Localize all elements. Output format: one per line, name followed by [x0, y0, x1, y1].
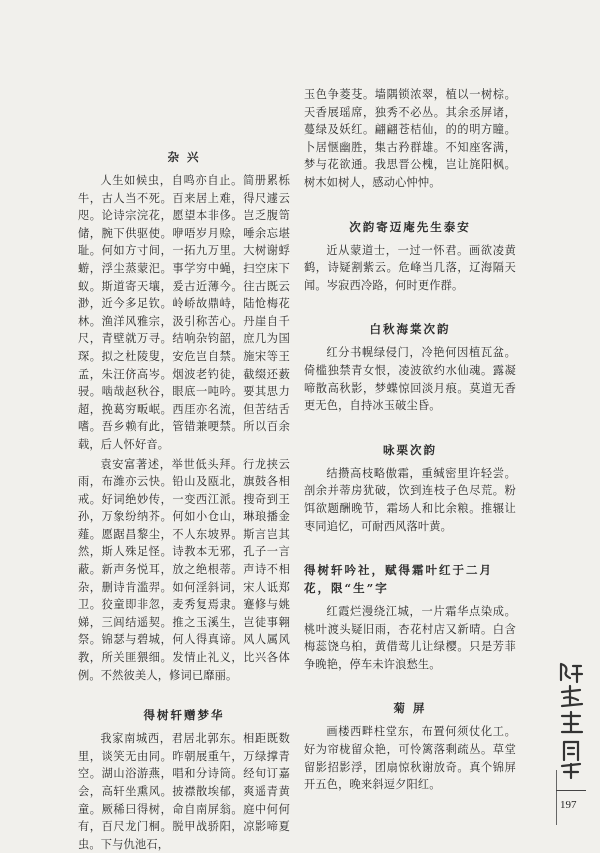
calligraphy-seal-logo [556, 660, 586, 780]
poem-paragraph: 结攒高枝略傲霜，重缄密里许轻尝。剖余并蒂房犹破，饮到连枝子色尽荒。粉饵欲题酬晚节，霜场人和比余粮。推辗让枣同追忆，可耐西风落叶黄。 [304, 466, 516, 533]
poem-paragraph: 画楼西畔柱堂东，布置何须仗化工。好为帘栊留众艳，可怜篱落剩疏丛。草堂留影招影浮，团扇惊秋谢放奇。真个锦屏开五色，晚来斜逗夕阳红。 [304, 725, 516, 792]
poem-continuation: 玉色争菱芟。墙隅锁浓翠，植以一树棕。天香展瑶席，独秀不必丛。其余丞屏诸，蔓绿及妖红。翩翩苍桔仙，的的明方瞳。卜居惬幽胜，集古矜群雄。不知座客满，梦与花欲通。我思晋公槐，岂让旄阳枫。树木如树人，感动心忡忡。 [304, 88, 516, 189]
page-number: 197 [560, 799, 577, 811]
poem-paragraph: 近从蒙道士，一过一怀君。画欲凌黄鹤，诗疑割紫云。危峰当几落，辽海隔天闻。岑寂西冷路，何时更作群。 [304, 243, 516, 292]
poem-title-zaxing: 杂 兴 [167, 150, 201, 164]
folio-divider [556, 790, 586, 791]
poem-paragraph: 袁安富著述，举世低头拜。行龙挟云雨，布潍亦云快。铅山及瓯北，旗鼓各相戒。好词绝妙传，一变西江派。搜奇到王孙，万象纷纳芥。何如小仓山，琳琅播金薤。愿踞昌黎尘，不人东坡界。斯言岂其然，斯人殊足怪。诗教本无邪，孔子一言蔽。新声务悦耳，放之绝根蒂。声诗不相杂，删诗肯滥羿。如何淫斜词，宋人诋郑卫。狡童即非忽，麦秀复焉隶。蹇修与姚娣，三闾结遥契。推之玉溪生，岂徒事翱祭。锦瑟与碧城，何人得真谛。风人属风教，所关匪猥细。发情止礼义，比兴各体例。不然彼美人，修词已靡丽。 [78, 457, 290, 682]
poem-title-shuangye: 得树轩吟社，赋得霜叶红于二月花，限“生”字 [304, 563, 493, 596]
folio-divider-vertical [556, 770, 557, 825]
poem-paragraph: 我家南城西，君居北郭东。相距既数里，谈笑无由同。昨朝展重午，万绿撑青空。湖山浴游燕，唱和分诗筒。经旬订嘉会，高轩坐熏风。披襟散埃郁，爽遥青黄童。厥稀曰得树，命自南屏翁。庭中何何有，百尺龙门桐。脱甲战骄阳，凉影啼夏虫。下与仇池石， [78, 732, 290, 851]
right-column [304, 86, 516, 794]
poem-title-yongli: 咏栗次韵 [383, 442, 437, 457]
poem-title-ciyun-maian: 次韵寄迈庵先生泰安 [349, 219, 471, 234]
left-column [78, 148, 290, 853]
poem-paragraph: 人生如候虫，自鸣亦自止。简册累栎牛，古人当不死。百来居上难，得尺遽云咫。论诗宗浣花，愿望本非侈。岂乏腹笥储，腕下供驱使。咿唔岁月赊，唾余忘堪耻。何如方寸间，一拓九万里。大树谢蜉蝣，浮尘蒸蒙汜。事学穷中蝇，扫空床下蚁。斯道寄天壤，爰古近薄今。往古既云渺，近今多足钦。岭峤故鼎峙，陆怆梅花林。渔洋风雅宗，汲引称苦心。丹崖自千尺，青壁就万寻。结响杂钧韶，庶几为国琛。拟之杜陵叟，安危岂自禁。施宋等王孟，朱汪侪高岑。烟波老钓徒，截缀还薮骎。啮哉赵秋谷，眼底一吨吟。要其思力超，挽葛穷畈岷。西厓亦名流，但苦结舌嗜。吾乡赖有此，管错兼哽禁。所以百余载，后人怀好音。 [78, 174, 290, 451]
poem-title-juping: 菊 屏 [393, 701, 427, 716]
poem-title-deshuxuan: 得树轩赠梦华 [143, 708, 225, 723]
poem-paragraph: 红分书幌绿侵门，冷艳何因植瓦盆。倚槛独禁青女恨，凌波欲约水仙魂。露凝啼散高秋影，梦蝶惊回淡月痕。莫道无香更无色，自持冰玉破尘昏。 [304, 346, 516, 413]
poem-title-baiqiu-haitang: 白秋海棠次韵 [369, 322, 451, 337]
poem-paragraph: 红霞烂漫绕江城，一片霜华点染成。桃叶渡头疑旧雨，杏花村店又新晴。白含梅蕊饶乌桕，黄借莺儿让绿樱。只是芳菲争晚艳，停车未许浪愁生。 [304, 605, 516, 671]
